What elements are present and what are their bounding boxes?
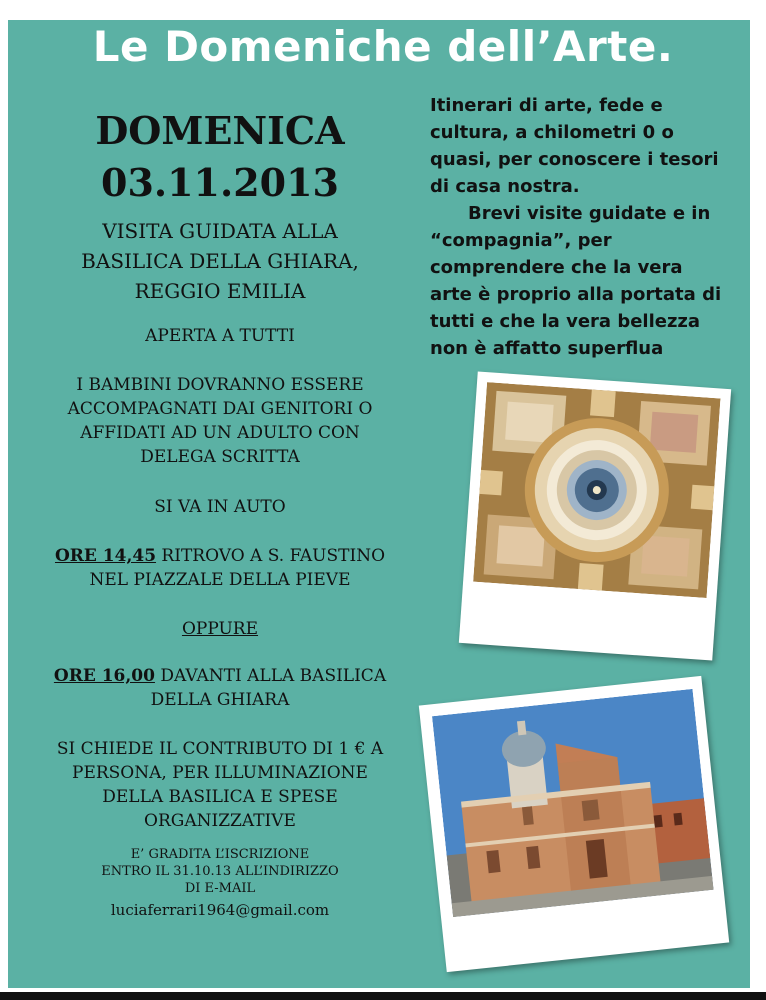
intro-line: arte è proprio alla portata di: [430, 284, 722, 305]
contribution-notice: [30, 737, 410, 833]
registration-notice: [30, 846, 410, 897]
meeting-place-2: DAVANTI ALLA BASILICA: [154, 666, 387, 686]
or-text: OPPURE: [181, 619, 259, 639]
children-notice: [30, 373, 410, 469]
bottom-edge: [0, 992, 766, 1000]
contribution-line: ORGANIZZATIVE: [144, 811, 296, 831]
or-label: [30, 617, 410, 641]
intro-line: cultura, a chilometri 0 o: [430, 122, 674, 143]
intro-line: quasi, per conoscere i tesori: [430, 149, 719, 170]
contribution-line: PERSONA, PER ILLUMINAZIONE: [72, 763, 368, 783]
intro-line: comprendere che la vera: [430, 257, 683, 278]
basilica-photo-frame: [419, 676, 729, 972]
registration-line: E’ GRADITA L’ISCRIZIONE: [130, 847, 310, 862]
registration-email[interactable]: luciaferrari1964@gmail.com: [110, 901, 330, 919]
meeting-place-2-line2: DELLA GHIARA: [150, 690, 290, 710]
contribution-line: DELLA BASILICA E SPESE: [102, 787, 338, 807]
intro-text: [430, 92, 750, 362]
meeting-point-2: [30, 664, 410, 712]
event-day: DOMENICA: [95, 108, 345, 153]
event-date: 03.11.2013: [101, 160, 339, 205]
visit-description: [30, 216, 410, 306]
registration-line: ENTRO IL 31.10.13 ALL’INDIRIZZO: [101, 864, 339, 879]
intro-line: di casa nostra.: [430, 176, 580, 197]
open-to-all: APERTA A TUTTI: [145, 326, 295, 346]
intro-line: non è affatto superflua: [430, 338, 664, 359]
by-car: SI VA IN AUTO: [154, 497, 286, 517]
intro-line: Brevi visite guidate e in: [468, 203, 711, 224]
children-line: I BAMBINI DOVRANNO ESSERE: [76, 375, 364, 395]
visit-line: BASILICA DELLA GHIARA,: [81, 249, 359, 273]
visit-line: VISITA GUIDATA ALLA: [102, 219, 338, 243]
visit-line: REGGIO EMILIA: [134, 279, 306, 303]
contribution-line: SI CHIEDE IL CONTRIBUTO DI 1 € A: [56, 739, 384, 759]
meeting-place-1: RITROVO A S. FAUSTINO: [156, 546, 386, 566]
meeting-place-1-line2: NEL PIAZZALE DELLA PIEVE: [89, 570, 351, 590]
children-line: ACCOMPAGNATI DAI GENITORI O: [67, 399, 373, 419]
children-line: AFFIDATI AD UN ADULTO CON: [80, 423, 360, 443]
intro-line: “compagnia”, per: [430, 230, 612, 251]
meeting-time-2: ORE 16,00: [53, 666, 155, 686]
registration-line: DI E-MAIL: [184, 881, 256, 896]
intro-line: Itinerari di arte, fede e: [430, 95, 663, 116]
poster-title: Le Domeniche dell’Arte.: [92, 22, 674, 71]
meeting-point-1: [30, 544, 410, 592]
dome-photo: [473, 382, 720, 598]
basilica-photo: [432, 689, 714, 917]
intro-line: tutti e che la vera bellezza: [430, 311, 701, 332]
dome-photo-frame: [459, 371, 731, 660]
meeting-time-1: ORE 14,45: [54, 546, 157, 566]
children-line: DELEGA SCRITTA: [140, 447, 300, 467]
